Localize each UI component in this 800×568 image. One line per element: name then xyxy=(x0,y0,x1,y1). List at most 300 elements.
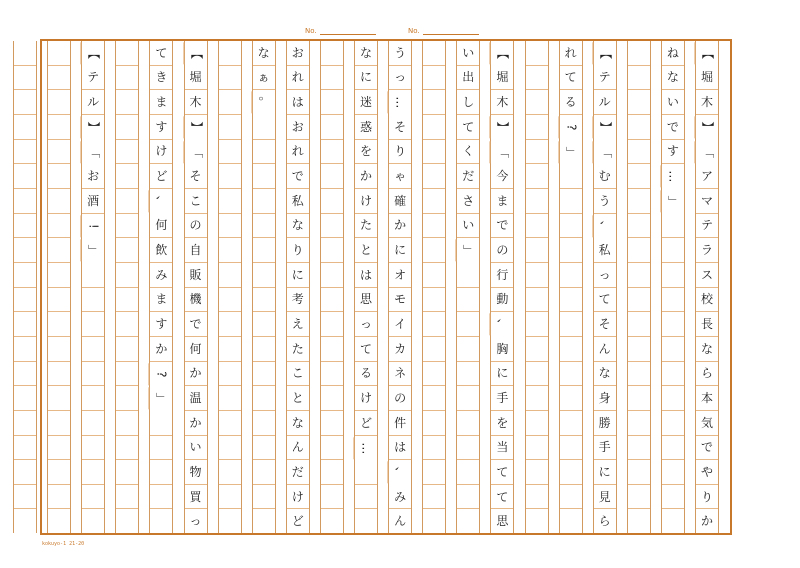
manuscript-cell xyxy=(14,460,36,485)
manuscript-cell: き xyxy=(150,66,172,91)
manuscript-cell xyxy=(321,337,343,362)
manuscript-cell: に xyxy=(594,460,616,485)
manuscript-column xyxy=(525,41,549,533)
manuscript-cell xyxy=(116,288,138,313)
manuscript-cell: ? xyxy=(149,363,174,385)
manuscript-cell xyxy=(219,509,241,533)
manuscript-cell: テ xyxy=(696,214,718,239)
manuscript-cell: 温 xyxy=(185,386,207,411)
manuscript-cell: 件 xyxy=(389,411,411,436)
manuscript-cell: 当 xyxy=(491,436,513,461)
manuscript-cell xyxy=(628,189,650,214)
manuscript-cell xyxy=(628,115,650,140)
manuscript-cell xyxy=(628,362,650,387)
manuscript-cell: な xyxy=(355,41,377,66)
manuscript-cell: で xyxy=(491,214,513,239)
manuscript-cell xyxy=(14,90,36,115)
manuscript-cell xyxy=(423,485,445,510)
manuscript-cell xyxy=(526,509,548,533)
manuscript-cell xyxy=(14,214,36,239)
manuscript-cell xyxy=(219,485,241,510)
manuscript-cell: う xyxy=(389,41,411,66)
manuscript-cell xyxy=(628,66,650,91)
manuscript-cell xyxy=(82,362,104,387)
manuscript-cell xyxy=(116,485,138,510)
manuscript-cell xyxy=(628,164,650,189)
manuscript-cell xyxy=(628,312,650,337)
manuscript-cell: か xyxy=(150,337,172,362)
manuscript-cell: ? xyxy=(558,116,583,138)
manuscript-column xyxy=(115,41,139,533)
manuscript-cell xyxy=(423,66,445,91)
manuscript-cell xyxy=(116,140,138,165)
manuscript-cell xyxy=(82,386,104,411)
manuscript-cell: ん xyxy=(287,436,309,461)
manuscript-cell: か xyxy=(389,214,411,239)
manuscript-cell xyxy=(526,90,548,115)
manuscript-cell: か xyxy=(355,164,377,189)
manuscript-cell xyxy=(662,509,684,533)
manuscript-column xyxy=(184,41,208,533)
manuscript-cell xyxy=(116,189,138,214)
manuscript-cell: お xyxy=(82,164,104,189)
manuscript-cell: 】 xyxy=(81,116,106,138)
manuscript-cell xyxy=(150,509,172,533)
manuscript-cell xyxy=(321,362,343,387)
manuscript-column xyxy=(695,41,719,533)
manuscript-cell xyxy=(219,460,241,485)
manuscript-cell: み xyxy=(389,485,411,510)
manuscript-cell xyxy=(321,386,343,411)
manuscript-cell: の xyxy=(389,386,411,411)
manuscript-cell xyxy=(457,263,479,288)
manuscript-cell xyxy=(662,288,684,313)
manuscript-cell: … xyxy=(661,166,686,188)
manuscript-cell: な xyxy=(662,66,684,91)
manuscript-cell xyxy=(457,436,479,461)
manuscript-cell: 「 xyxy=(695,141,720,163)
manuscript-cell xyxy=(219,115,241,140)
manuscript-cell xyxy=(150,460,172,485)
manuscript-cell xyxy=(662,263,684,288)
manuscript-cell: 堀 xyxy=(491,66,513,91)
manuscript-cell xyxy=(662,214,684,239)
manuscript-cell xyxy=(82,460,104,485)
manuscript-cell: 確 xyxy=(389,189,411,214)
manuscript-cell: は xyxy=(287,90,309,115)
manuscript-cell xyxy=(628,140,650,165)
manuscript-cell xyxy=(116,263,138,288)
manuscript-cell: り xyxy=(389,140,411,165)
manuscript-cell xyxy=(219,214,241,239)
manuscript-cell xyxy=(82,312,104,337)
manuscript-cell: 堀 xyxy=(185,66,207,91)
manuscript-cell: 気 xyxy=(696,411,718,436)
manuscript-cell xyxy=(14,485,36,510)
manuscript-cell xyxy=(150,436,172,461)
manuscript-cell: と xyxy=(287,386,309,411)
manuscript-cell: ど xyxy=(291,514,304,529)
manuscript-cell: け xyxy=(355,189,377,214)
manuscript-cell: に xyxy=(389,238,411,263)
manuscript-cell: る xyxy=(355,362,377,387)
manuscript-cell xyxy=(423,509,445,533)
manuscript-cell: す xyxy=(150,312,172,337)
manuscript-cell xyxy=(219,288,241,313)
manuscript-cell: か xyxy=(185,411,207,436)
manuscript-cell: ら xyxy=(598,514,611,529)
manuscript-cell: て xyxy=(560,66,582,91)
manuscript-cell: 機 xyxy=(185,288,207,313)
manuscript-cell xyxy=(116,41,138,66)
manuscript-cell xyxy=(560,362,582,387)
manuscript-cell xyxy=(116,337,138,362)
manuscript-cell: マ xyxy=(696,189,718,214)
manuscript-cell: を xyxy=(355,140,377,165)
manuscript-cell: る xyxy=(560,90,582,115)
manuscript-cell xyxy=(321,263,343,288)
manuscript-cell xyxy=(82,411,104,436)
manuscript-cell xyxy=(14,189,36,214)
header-no-label-2: No. xyxy=(408,27,420,35)
manuscript-cell: 手 xyxy=(491,386,513,411)
manuscript-cell xyxy=(321,140,343,165)
header-no-label-1: No. xyxy=(305,27,317,35)
manuscript-cell xyxy=(321,115,343,140)
manuscript-cell: て xyxy=(457,115,479,140)
manuscript-cell xyxy=(457,312,479,337)
manuscript-cell: 酒 xyxy=(82,189,104,214)
manuscript-cell: 「 xyxy=(592,141,617,163)
manuscript-cell: 身 xyxy=(594,386,616,411)
manuscript-cell xyxy=(219,164,241,189)
manuscript-cell xyxy=(253,288,275,313)
manuscript-cell xyxy=(662,337,684,362)
manuscript-cell: 】 xyxy=(695,116,720,138)
manuscript-cell: 私 xyxy=(287,189,309,214)
manuscript-cell: 手 xyxy=(594,436,616,461)
manuscript-cell: ル xyxy=(594,90,616,115)
manuscript-cell xyxy=(526,312,548,337)
manuscript-cell xyxy=(321,90,343,115)
manuscript-cell xyxy=(82,337,104,362)
manuscript-cell: そ xyxy=(389,115,411,140)
manuscript-cell: ゃ xyxy=(389,164,411,189)
manuscript-column xyxy=(218,41,242,533)
manuscript-cell xyxy=(219,66,241,91)
manuscript-cell xyxy=(457,288,479,313)
manuscript-cell xyxy=(150,411,172,436)
manuscript-cell xyxy=(321,411,343,436)
manuscript-cell xyxy=(560,386,582,411)
manuscript-column xyxy=(320,41,344,533)
manuscript-cell xyxy=(526,238,548,263)
manuscript-cell xyxy=(253,460,275,485)
manuscript-cell: さ xyxy=(457,189,479,214)
manuscript-cell xyxy=(14,238,36,263)
manuscript-cell: に xyxy=(287,263,309,288)
manuscript-cell xyxy=(526,337,548,362)
manuscript-cell: 出 xyxy=(457,66,479,91)
manuscript-cell: れ xyxy=(560,41,582,66)
manuscript-cell xyxy=(14,411,36,436)
manuscript-cell xyxy=(423,362,445,387)
manuscript-cell: ま xyxy=(150,90,172,115)
manuscript-cell xyxy=(116,362,138,387)
manuscript-cell xyxy=(219,337,241,362)
manuscript-cell xyxy=(253,509,275,533)
header-number-2 xyxy=(408,27,479,35)
manuscript-cell xyxy=(14,436,36,461)
manuscript-cell xyxy=(662,386,684,411)
manuscript-cell: 【 xyxy=(81,42,106,64)
manuscript-cell xyxy=(526,460,548,485)
manuscript-cell: 何 xyxy=(150,214,172,239)
manuscript-cell xyxy=(423,386,445,411)
manuscript-cell: 思 xyxy=(496,514,509,529)
manuscript-cell xyxy=(48,238,70,263)
manuscript-cell: に xyxy=(355,66,377,91)
manuscript-cell xyxy=(48,460,70,485)
manuscript-cell: し xyxy=(457,90,479,115)
manuscript-cell xyxy=(253,214,275,239)
manuscript-cell xyxy=(526,214,548,239)
manuscript-cell xyxy=(560,189,582,214)
manuscript-cell xyxy=(253,263,275,288)
manuscript-cell xyxy=(662,312,684,337)
manuscript-cell xyxy=(48,66,70,91)
manuscript-cell xyxy=(253,386,275,411)
manuscript-cell: ん xyxy=(394,514,407,529)
manuscript-cell xyxy=(662,460,684,485)
manuscript-cell: な xyxy=(696,337,718,362)
manuscript-cell: り xyxy=(696,485,718,510)
manuscript-cell: い xyxy=(457,41,479,66)
manuscript-cell xyxy=(14,164,36,189)
manuscript-cell xyxy=(526,411,548,436)
manuscript-cell xyxy=(48,411,70,436)
manuscript-cell xyxy=(253,337,275,362)
manuscript-cell xyxy=(116,509,138,533)
manuscript-column xyxy=(13,41,37,533)
manuscript-cell: 思 xyxy=(355,288,377,313)
manuscript-cell: ん xyxy=(594,337,616,362)
manuscript-cell: す xyxy=(150,115,172,140)
manuscript-cell xyxy=(560,436,582,461)
manuscript-cell xyxy=(355,509,377,533)
manuscript-cell xyxy=(628,337,650,362)
manuscript-column xyxy=(661,41,685,533)
manuscript-cell xyxy=(321,41,343,66)
manuscript-cell xyxy=(526,140,548,165)
manuscript-cell xyxy=(253,115,275,140)
manuscript-cell: 「 xyxy=(490,141,515,163)
manuscript-cell: み xyxy=(150,263,172,288)
manuscript-cell xyxy=(48,312,70,337)
manuscript-cell xyxy=(321,312,343,337)
manuscript-cell xyxy=(423,337,445,362)
manuscript-cell xyxy=(628,238,650,263)
manuscript-cell xyxy=(457,485,479,510)
manuscript-cell xyxy=(253,411,275,436)
manuscript-cell xyxy=(423,214,445,239)
manuscript-cell xyxy=(219,238,241,263)
manuscript-cell: で xyxy=(185,312,207,337)
manuscript-cell: ス xyxy=(696,263,718,288)
manuscript-cell xyxy=(82,288,104,313)
manuscript-cell: 。 xyxy=(251,92,276,114)
manuscript-column xyxy=(354,41,378,533)
manuscript-cell: 」 xyxy=(558,141,583,163)
manuscript-cell xyxy=(48,509,70,533)
manuscript-cell xyxy=(526,115,548,140)
manuscript-cell xyxy=(14,66,36,91)
manuscript-cell: て xyxy=(355,337,377,362)
manuscript-cell: 【 xyxy=(490,42,515,64)
manuscript-cell: で xyxy=(662,115,684,140)
manuscript-cell xyxy=(14,509,36,533)
manuscript-cell: … xyxy=(354,437,379,459)
manuscript-cell xyxy=(48,485,70,510)
manuscript-cell: け xyxy=(287,485,309,510)
header-underline-2 xyxy=(423,34,479,35)
manuscript-cell: 】 xyxy=(490,116,515,138)
manuscript-cell xyxy=(423,189,445,214)
manuscript-cell: を xyxy=(491,411,513,436)
manuscript-cell: 、 xyxy=(490,314,515,336)
manuscript-cell xyxy=(116,238,138,263)
manuscript-cell: で xyxy=(696,436,718,461)
manuscript-cell xyxy=(526,263,548,288)
manuscript-cell xyxy=(116,312,138,337)
manuscript-cell xyxy=(14,386,36,411)
manuscript-cell: そ xyxy=(185,164,207,189)
manuscript-cell: け xyxy=(150,140,172,165)
manuscript-cell xyxy=(662,485,684,510)
manuscript-cell xyxy=(321,238,343,263)
manuscript-cell xyxy=(14,337,36,362)
manuscript-cell: 木 xyxy=(185,90,207,115)
manuscript-cell xyxy=(526,485,548,510)
manuscript-column xyxy=(47,41,71,533)
manuscript-cell xyxy=(82,509,104,533)
manuscript-cell xyxy=(423,238,445,263)
manuscript-cell: は xyxy=(389,436,411,461)
manuscript-cell: 長 xyxy=(696,312,718,337)
manuscript-cell: え xyxy=(287,312,309,337)
manuscript-cell xyxy=(48,436,70,461)
manuscript-cell: っ xyxy=(355,312,377,337)
manuscript-cell: ラ xyxy=(696,238,718,263)
manuscript-column xyxy=(422,41,446,533)
manuscript-cell: 私 xyxy=(594,238,616,263)
manuscript-cell: れ xyxy=(287,140,309,165)
manuscript-cell: 」 xyxy=(456,240,481,262)
manuscript-cell xyxy=(526,189,548,214)
manuscript-cell xyxy=(628,41,650,66)
manuscript-cell xyxy=(560,337,582,362)
manuscript-cell: ! xyxy=(81,215,106,237)
manuscript-cell xyxy=(321,460,343,485)
manuscript-cell: お xyxy=(287,115,309,140)
manuscript-cell: や xyxy=(696,460,718,485)
manuscript-cell: に xyxy=(491,362,513,387)
manuscript-cell xyxy=(14,41,36,66)
manuscript-cell: て xyxy=(491,460,513,485)
manuscript-cell: ぁ xyxy=(253,66,275,91)
manuscript-cell: く xyxy=(457,140,479,165)
manuscript-cell: 校 xyxy=(696,288,718,313)
manuscript-cell xyxy=(560,312,582,337)
manuscript-cell: か xyxy=(185,362,207,387)
manuscript-cell: ま xyxy=(150,288,172,313)
manuscript-cell xyxy=(423,460,445,485)
manuscript-cell: な xyxy=(253,41,275,66)
manuscript-cell xyxy=(48,386,70,411)
manuscript-cell: の xyxy=(491,238,513,263)
manuscript-cell: 販 xyxy=(185,263,207,288)
manuscript-cell: た xyxy=(355,214,377,239)
manuscript-cell xyxy=(82,485,104,510)
manuscript-cell xyxy=(48,140,70,165)
manuscript-cell: 【 xyxy=(695,42,720,64)
manuscript-cell xyxy=(116,460,138,485)
manuscript-cell: は xyxy=(355,263,377,288)
manuscript-cell xyxy=(526,362,548,387)
manuscript-cell xyxy=(48,288,70,313)
manuscript-cell xyxy=(150,485,172,510)
manuscript-cell xyxy=(116,436,138,461)
manuscript-cell xyxy=(14,140,36,165)
manuscript-cell xyxy=(560,214,582,239)
manuscript-cell: テ xyxy=(594,66,616,91)
manuscript-cell xyxy=(321,436,343,461)
manuscript-cell xyxy=(662,362,684,387)
manuscript-cell xyxy=(628,485,650,510)
manuscript-cell: 本 xyxy=(696,386,718,411)
manuscript-cell xyxy=(423,312,445,337)
manuscript-cell xyxy=(321,288,343,313)
manuscript-cell: て xyxy=(150,41,172,66)
manuscript-cell xyxy=(526,288,548,313)
manuscript-cell xyxy=(457,411,479,436)
manuscript-cell: っ xyxy=(189,514,202,529)
manuscript-cell: の xyxy=(185,214,207,239)
manuscript-cell xyxy=(457,362,479,387)
manuscript-cell xyxy=(355,460,377,485)
manuscript-cell xyxy=(14,288,36,313)
manuscript-cell: 買 xyxy=(185,485,207,510)
manuscript-cell xyxy=(321,164,343,189)
manuscript-cell: ど xyxy=(355,411,377,436)
manuscript-cell xyxy=(560,509,582,533)
manuscript-cell: 、 xyxy=(388,461,413,483)
manuscript-cell: カ xyxy=(389,337,411,362)
manuscript-cell: そ xyxy=(594,312,616,337)
manuscript-cell xyxy=(321,485,343,510)
manuscript-cell: 惑 xyxy=(355,115,377,140)
manuscript-cell: 【 xyxy=(183,42,208,64)
manuscript-cell: と xyxy=(355,238,377,263)
manuscript-cell xyxy=(219,362,241,387)
manuscript-cell xyxy=(457,460,479,485)
manuscript-cell: イ xyxy=(389,312,411,337)
manuscript-cell xyxy=(14,312,36,337)
manuscript-cell: 」 xyxy=(661,190,686,212)
manuscript-cell xyxy=(253,140,275,165)
manuscript-column xyxy=(559,41,583,533)
manuscript-cell: ま xyxy=(491,189,513,214)
